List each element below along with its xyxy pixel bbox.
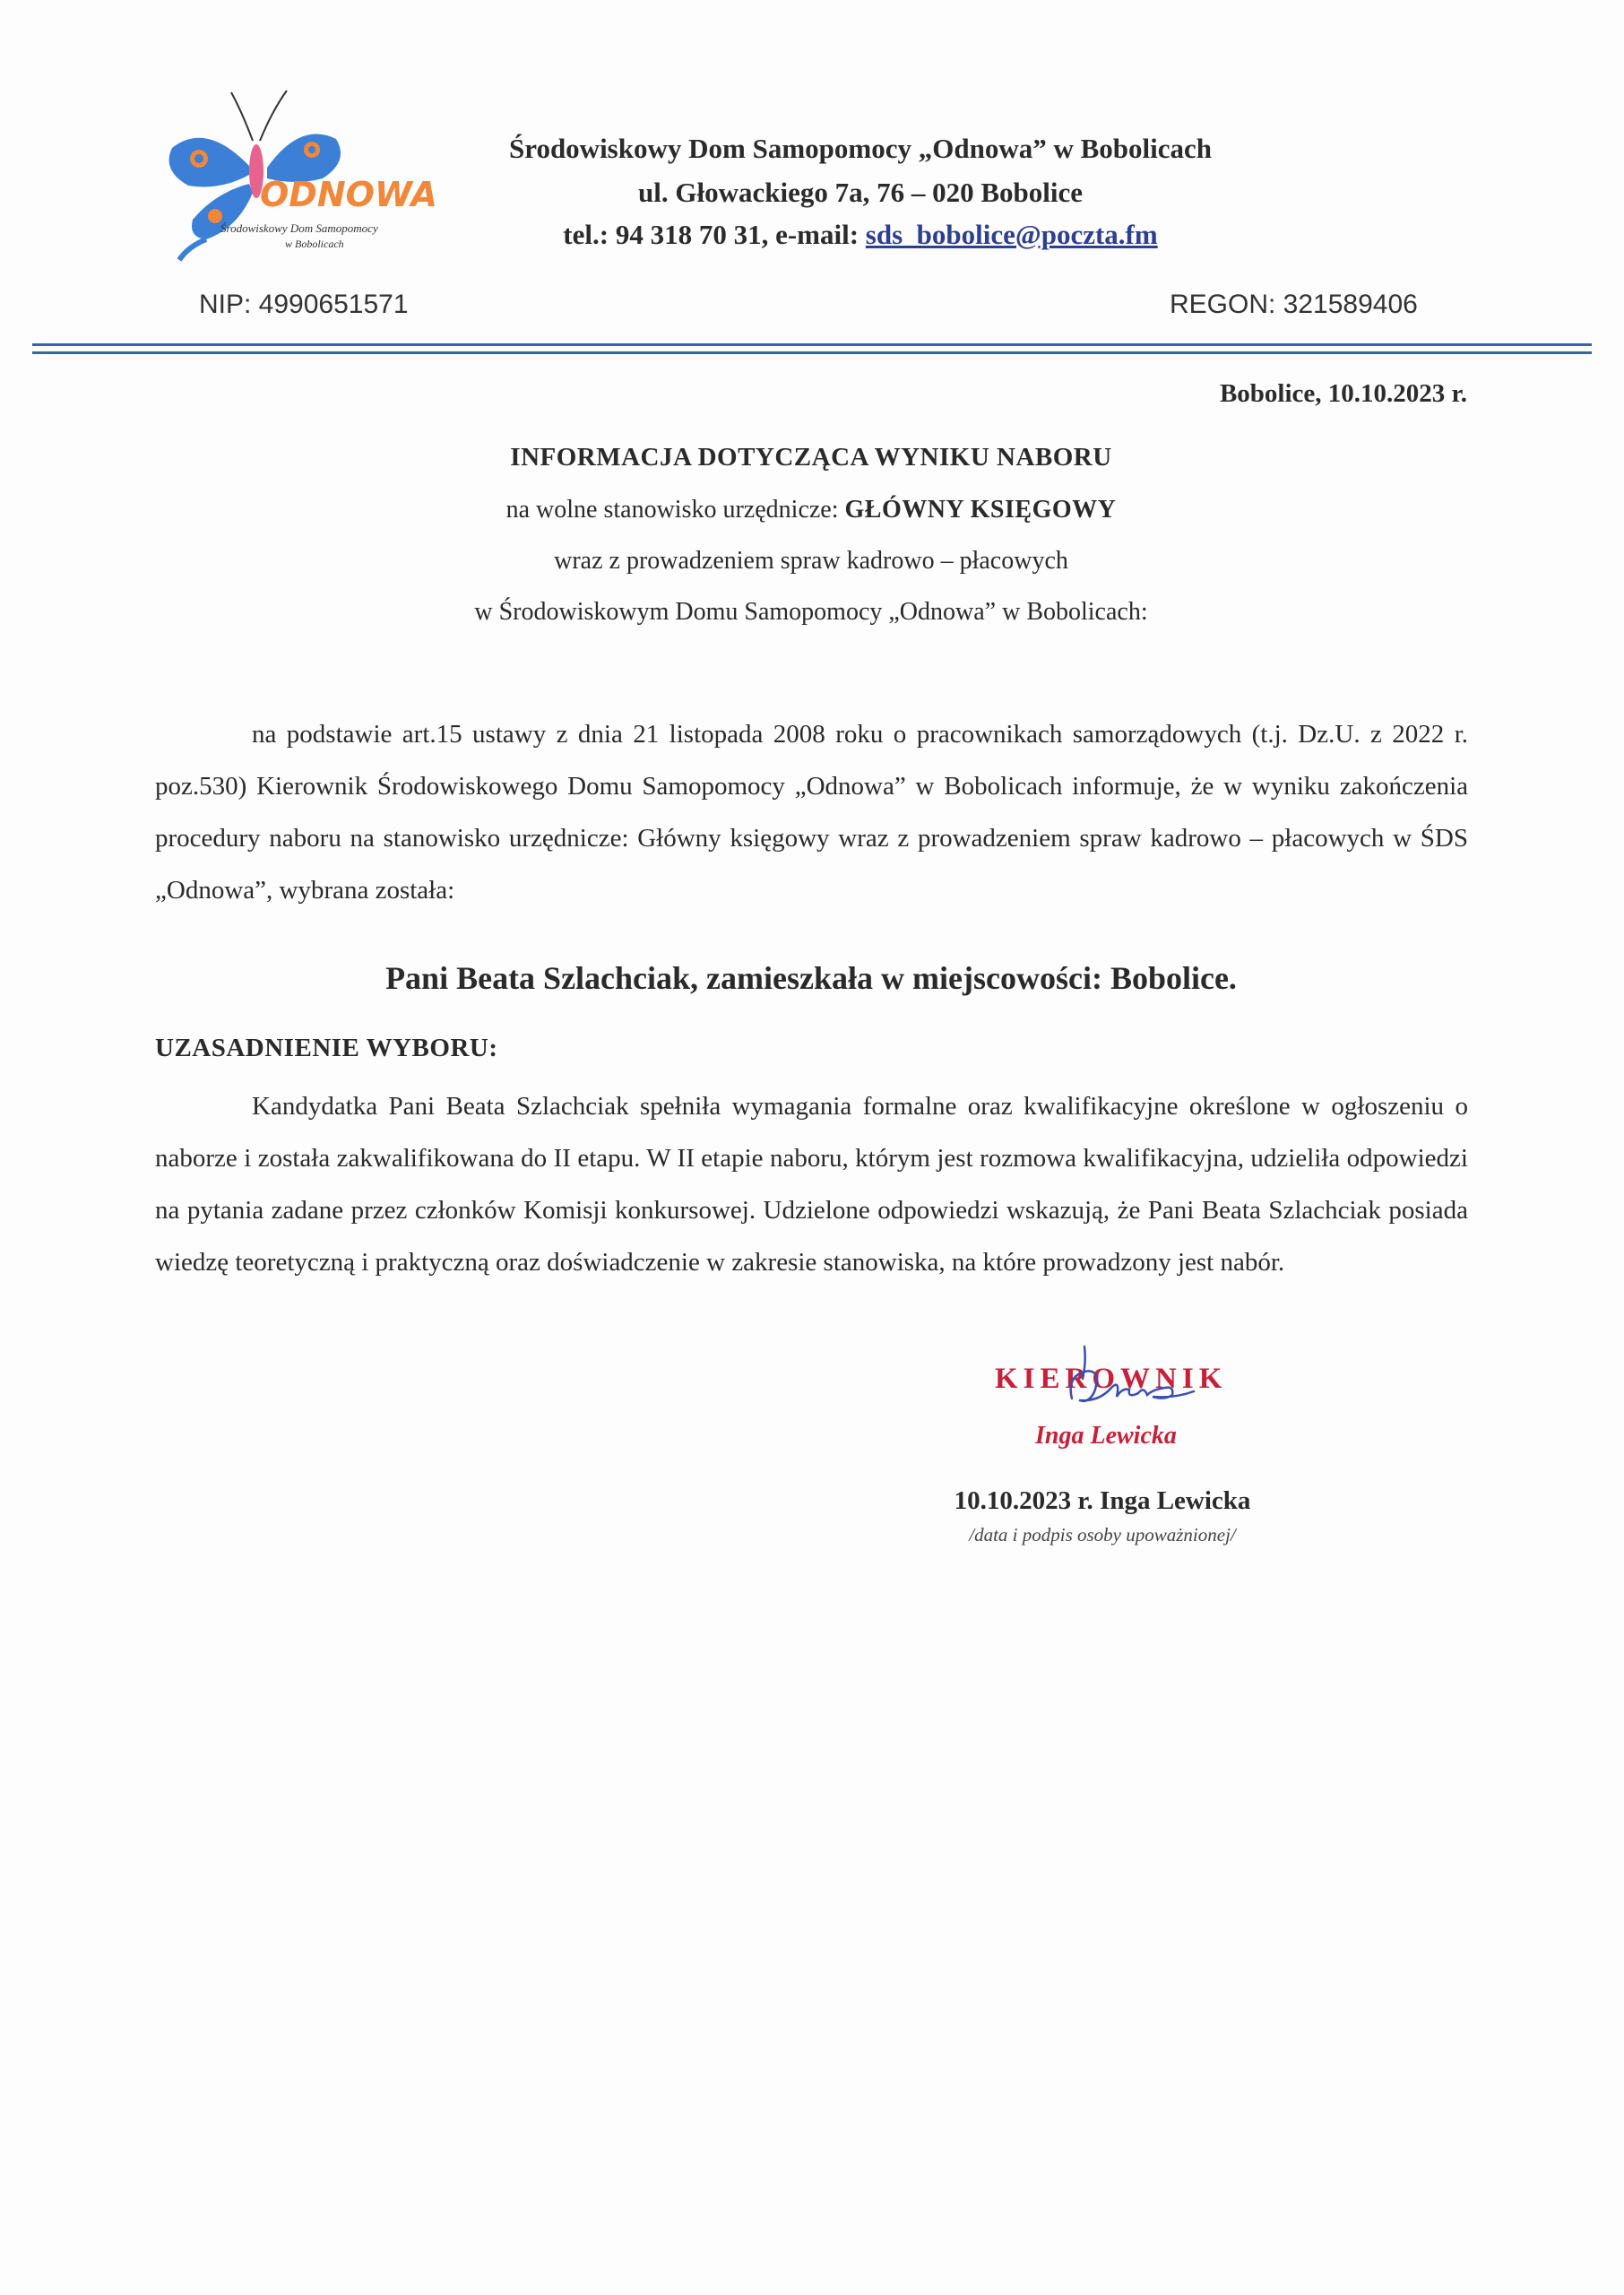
signature-note: /data i podpis osoby upoważnionej/ xyxy=(969,1524,1236,1546)
selected-candidate: Pani Beata Szlachciak, zamieszkała w miejscowości: Bobolice. xyxy=(385,960,1237,996)
organization-name: Środowiskowy Dom Samopomocy „Odnowa” w Bobolicach xyxy=(509,133,1212,164)
logo-caption-line2: w Bobolicach xyxy=(285,238,344,250)
justification-heading: UZASADNIENIE WYBORU: xyxy=(155,1034,498,1062)
handwritten-signature-icon xyxy=(986,1336,1237,1434)
signature-date-name: 10.10.2023 r. Inga Lewicka xyxy=(954,1486,1251,1515)
contact-phone: tel.: 94 318 70 31, e-mail: xyxy=(563,219,866,250)
announcement-paragraph: na podstawie art.15 ustawy z dnia 21 listopada 2008 roku o pracownikach samorządowych (t.j. Dz.U. z 2022 r. poz.530) Kierownik Środowiskowego Domu Samopomocy „Odnowa” w Bobolicach informuje, że w wyniku zakończenia procedury naboru na stanowisko urzędnicze: Główny księgowy wraz z prowadzeniem spraw kadrowo – płacowych w ŚDS „Odnowa”, wybrana została: xyxy=(155,720,1468,905)
regon-number: REGON: 321589406 xyxy=(1170,290,1418,319)
contact-email-link[interactable]: sds_bobolice@poczta.fm xyxy=(865,219,1158,250)
butterfly-logo-icon xyxy=(152,85,437,264)
document-date: Bobolice, 10.10.2023 r. xyxy=(1219,379,1467,408)
document-subtitle xyxy=(215,496,1407,524)
header-divider-bottom xyxy=(32,351,1592,354)
subtitle-prefix: na wolne stanowisko urzędnicze: xyxy=(505,496,845,524)
nip-number: NIP: 4990651571 xyxy=(199,290,409,319)
document-title: INFORMACJA DOTYCZĄCA WYNIKU NABORU xyxy=(510,443,1112,472)
stamp-title: KIEROWNIK xyxy=(995,1363,1228,1395)
logo-caption-line1: Środowiskowy Dom Samopomocy xyxy=(220,221,378,235)
stamp-name: Inga Lewicka xyxy=(1035,1422,1177,1450)
document-subtitle-line3: w Środowiskowym Domu Samopomocy „Odnowa” w Bobolicach: xyxy=(474,598,1148,626)
organization-contact xyxy=(421,219,1300,251)
header-divider-top xyxy=(32,343,1592,346)
justification-paragraph: Kandydatka Pani Beata Szlachciak spełniła wymagania formalne oraz kwalifikacyjne określone w ogłoszeniu o naborze i została zakwalifikowana do II etapu. W II etapie naboru, którym jest rozmowa kwalifikacyjna, udzieliła odpowiedzi na pytania zadane przez członków Komisji konkursowej. Udzielone odpowiedzi wskazują, że Pani Beata Szlachciak posiada wiedzę teoretyczną i praktyczną oraz doświadczenie w zakresie stanowiska, na które prowadzony jest nabór. xyxy=(155,1092,1468,1277)
logo-brand-text: ODNOWA xyxy=(260,175,437,214)
organization-address: ul. Głowackiego 7a, 76 – 020 Bobolice xyxy=(638,177,1083,208)
subtitle-position: GŁÓWNY KSIĘGOWY xyxy=(844,496,1117,524)
document-subtitle-line2: wraz z prowadzeniem spraw kadrowo – płacowych xyxy=(554,547,1068,575)
